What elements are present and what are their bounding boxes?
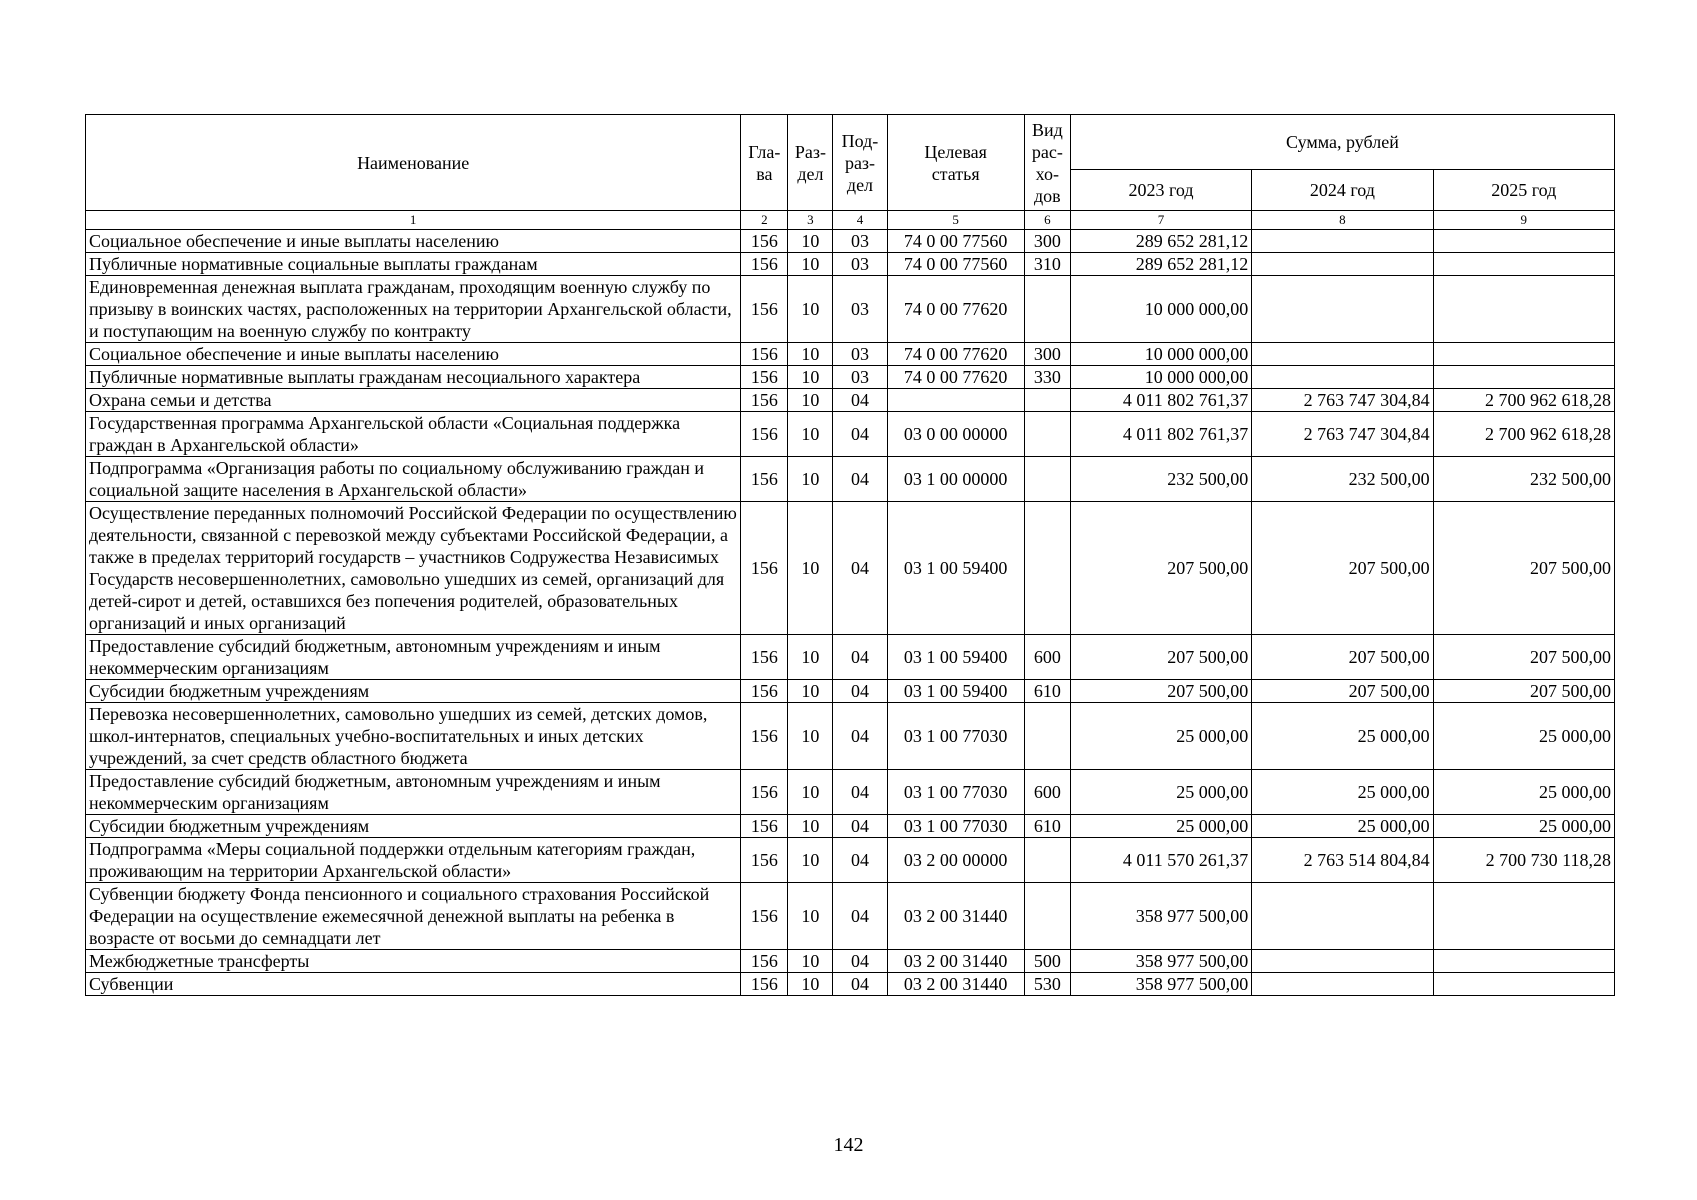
row-name-cell: Подпрограмма «Меры социальной поддержки отдельным категориям граждан, проживающим на территории Архангельской области» <box>86 838 741 883</box>
column-index: 1 <box>86 211 741 230</box>
row-vid-cell <box>1024 457 1070 502</box>
row-vid-cell <box>1024 838 1070 883</box>
row-vid-cell <box>1024 502 1070 635</box>
table-row <box>86 680 1615 703</box>
row-celevaya-cell: 03 1 00 77030 <box>887 703 1024 770</box>
row-2024-amount: 2 763 747 304,84 <box>1252 412 1433 457</box>
row-celevaya-cell: 03 0 00 00000 <box>887 412 1024 457</box>
column-index: 8 <box>1252 211 1433 230</box>
table-row <box>86 502 1615 635</box>
row-glava-cell: 156 <box>741 680 788 703</box>
row-2025-amount: 232 500,00 <box>1433 457 1614 502</box>
row-2023-amount: 289 652 281,12 <box>1070 230 1251 253</box>
row-name-cell: Подпрограмма «Организация работы по социальному обслуживанию граждан и социальной защите населения в Архангельской области» <box>86 457 741 502</box>
header-summa: Сумма, рублей <box>1070 115 1614 170</box>
row-2024-amount: 207 500,00 <box>1252 680 1433 703</box>
row-2024-amount: 207 500,00 <box>1252 635 1433 680</box>
row-2024-amount: 25 000,00 <box>1252 703 1433 770</box>
row-glava-cell: 156 <box>741 815 788 838</box>
row-name-cell: Предоставление субсидий бюджетным, автономным учреждениям и иным некоммерческим организациям <box>86 770 741 815</box>
row-glava-cell: 156 <box>741 838 788 883</box>
row-2023-amount: 10 000 000,00 <box>1070 343 1251 366</box>
row-glava-cell: 156 <box>741 703 788 770</box>
row-vid-cell: 310 <box>1024 253 1070 276</box>
row-razdel-cell: 10 <box>788 883 833 950</box>
row-2024-amount <box>1252 253 1433 276</box>
row-2024-amount: 207 500,00 <box>1252 502 1433 635</box>
row-name-cell: Перевозка несовершеннолетних, самовольно ушедших из семей, детских домов, школ-интернатов, специальных учебно-воспитательных и иных детских учреждений, за счет средств областного бюджета <box>86 703 741 770</box>
row-2025-amount: 207 500,00 <box>1433 635 1614 680</box>
row-glava-cell: 156 <box>741 502 788 635</box>
row-glava-cell: 156 <box>741 883 788 950</box>
row-2025-amount <box>1433 883 1614 950</box>
row-2023-amount: 10 000 000,00 <box>1070 366 1251 389</box>
row-glava-cell: 156 <box>741 253 788 276</box>
row-podrazdel-cell: 04 <box>833 770 887 815</box>
row-podrazdel-cell: 04 <box>833 973 887 996</box>
row-2024-amount <box>1252 276 1433 343</box>
row-2025-amount <box>1433 276 1614 343</box>
row-razdel-cell: 10 <box>788 502 833 635</box>
row-celevaya-cell: 03 2 00 00000 <box>887 838 1024 883</box>
row-razdel-cell: 10 <box>788 253 833 276</box>
row-2023-amount: 289 652 281,12 <box>1070 253 1251 276</box>
row-celevaya-cell: 03 1 00 59400 <box>887 502 1024 635</box>
row-podrazdel-cell: 03 <box>833 366 887 389</box>
row-name-cell: Охрана семьи и детства <box>86 389 741 412</box>
row-vid-cell <box>1024 412 1070 457</box>
table-row <box>86 389 1615 412</box>
row-2025-amount: 207 500,00 <box>1433 680 1614 703</box>
header-podrazdel: Под- раз- дел <box>833 115 887 211</box>
row-celevaya-cell: 03 1 00 77030 <box>887 770 1024 815</box>
row-celevaya-cell: 74 0 00 77560 <box>887 230 1024 253</box>
row-podrazdel-cell: 03 <box>833 230 887 253</box>
table-row <box>86 412 1615 457</box>
column-index: 2 <box>741 211 788 230</box>
table-row <box>86 457 1615 502</box>
row-celevaya-cell: 03 1 00 59400 <box>887 680 1024 703</box>
row-vid-cell: 610 <box>1024 680 1070 703</box>
row-vid-cell <box>1024 883 1070 950</box>
row-celevaya-cell: 74 0 00 77620 <box>887 276 1024 343</box>
row-2025-amount <box>1433 343 1614 366</box>
row-name-cell: Единовременная денежная выплата гражданам, проходящим военную службу по призыву в воинских частях, расположенных на территории Архангельской области, и поступающим на военную службу по контракту <box>86 276 741 343</box>
row-razdel-cell: 10 <box>788 230 833 253</box>
row-name-cell: Межбюджетные трансферты <box>86 950 741 973</box>
row-razdel-cell: 10 <box>788 815 833 838</box>
row-razdel-cell: 10 <box>788 366 833 389</box>
row-vid-cell: 610 <box>1024 815 1070 838</box>
row-glava-cell: 156 <box>741 343 788 366</box>
row-razdel-cell: 10 <box>788 389 833 412</box>
row-name-cell: Субсидии бюджетным учреждениям <box>86 815 741 838</box>
row-celevaya-cell: 03 2 00 31440 <box>887 973 1024 996</box>
column-index: 4 <box>833 211 887 230</box>
row-2023-amount: 4 011 802 761,37 <box>1070 412 1251 457</box>
header-year-2024: 2024 год <box>1252 170 1433 211</box>
row-2024-amount: 232 500,00 <box>1252 457 1433 502</box>
column-index: 9 <box>1433 211 1614 230</box>
row-podrazdel-cell: 04 <box>833 680 887 703</box>
row-podrazdel-cell: 04 <box>833 389 887 412</box>
row-2023-amount: 232 500,00 <box>1070 457 1251 502</box>
table-row <box>86 815 1615 838</box>
column-index: 6 <box>1024 211 1070 230</box>
header-celevaya-statya: Целевая статья <box>887 115 1024 211</box>
table-row <box>86 276 1615 343</box>
row-2024-amount: 2 763 514 804,84 <box>1252 838 1433 883</box>
row-vid-cell <box>1024 703 1070 770</box>
row-podrazdel-cell: 03 <box>833 343 887 366</box>
row-2024-amount <box>1252 366 1433 389</box>
row-name-cell: Предоставление субсидий бюджетным, автономным учреждениям и иным некоммерческим организациям <box>86 635 741 680</box>
row-podrazdel-cell: 03 <box>833 253 887 276</box>
row-vid-cell: 300 <box>1024 230 1070 253</box>
row-razdel-cell: 10 <box>788 680 833 703</box>
row-2023-amount: 4 011 802 761,37 <box>1070 389 1251 412</box>
row-2023-amount: 207 500,00 <box>1070 680 1251 703</box>
row-2025-amount: 25 000,00 <box>1433 703 1614 770</box>
row-podrazdel-cell: 04 <box>833 412 887 457</box>
row-celevaya-cell: 74 0 00 77620 <box>887 343 1024 366</box>
row-2023-amount: 358 977 500,00 <box>1070 883 1251 950</box>
row-razdel-cell: 10 <box>788 770 833 815</box>
row-2024-amount <box>1252 950 1433 973</box>
header-razdel: Раз- дел <box>788 115 833 211</box>
row-2023-amount: 207 500,00 <box>1070 635 1251 680</box>
row-name-cell: Публичные нормативные выплаты гражданам несоциального характера <box>86 366 741 389</box>
row-glava-cell: 156 <box>741 389 788 412</box>
row-glava-cell: 156 <box>741 230 788 253</box>
row-2024-amount <box>1252 343 1433 366</box>
table-row <box>86 950 1615 973</box>
row-2025-amount <box>1433 253 1614 276</box>
header-glava: Гла- ва <box>741 115 788 211</box>
row-vid-cell <box>1024 276 1070 343</box>
row-celevaya-cell: 74 0 00 77620 <box>887 366 1024 389</box>
row-glava-cell: 156 <box>741 635 788 680</box>
row-celevaya-cell: 74 0 00 77560 <box>887 253 1024 276</box>
row-vid-cell: 300 <box>1024 343 1070 366</box>
row-razdel-cell: 10 <box>788 343 833 366</box>
row-glava-cell: 156 <box>741 950 788 973</box>
row-vid-cell: 600 <box>1024 770 1070 815</box>
row-name-cell: Социальное обеспечение и иные выплаты населению <box>86 230 741 253</box>
row-celevaya-cell: 03 2 00 31440 <box>887 883 1024 950</box>
row-2025-amount: 25 000,00 <box>1433 815 1614 838</box>
table-row <box>86 253 1615 276</box>
row-vid-cell: 530 <box>1024 973 1070 996</box>
row-podrazdel-cell: 04 <box>833 457 887 502</box>
row-name-cell: Субвенции <box>86 973 741 996</box>
row-name-cell: Государственная программа Архангельской области «Социальная поддержка граждан в Архангельской области» <box>86 412 741 457</box>
row-podrazdel-cell: 04 <box>833 838 887 883</box>
table-row <box>86 343 1615 366</box>
table-body <box>86 230 1615 996</box>
row-2024-amount <box>1252 883 1433 950</box>
row-vid-cell: 330 <box>1024 366 1070 389</box>
table-row <box>86 973 1615 996</box>
row-2023-amount: 25 000,00 <box>1070 703 1251 770</box>
row-2025-amount: 25 000,00 <box>1433 770 1614 815</box>
row-2025-amount <box>1433 950 1614 973</box>
table-row <box>86 635 1615 680</box>
header-year-2025: 2025 год <box>1433 170 1614 211</box>
row-2025-amount: 2 700 962 618,28 <box>1433 412 1614 457</box>
row-podrazdel-cell: 04 <box>833 883 887 950</box>
row-glava-cell: 156 <box>741 412 788 457</box>
row-podrazdel-cell: 04 <box>833 703 887 770</box>
row-glava-cell: 156 <box>741 276 788 343</box>
row-2023-amount: 4 011 570 261,37 <box>1070 838 1251 883</box>
table-row <box>86 838 1615 883</box>
column-index: 3 <box>788 211 833 230</box>
row-glava-cell: 156 <box>741 973 788 996</box>
row-2025-amount: 2 700 962 618,28 <box>1433 389 1614 412</box>
row-2025-amount <box>1433 230 1614 253</box>
row-name-cell: Публичные нормативные социальные выплаты гражданам <box>86 253 741 276</box>
row-glava-cell: 156 <box>741 457 788 502</box>
row-celevaya-cell: 03 1 00 59400 <box>887 635 1024 680</box>
header-name: Наименование <box>86 115 741 211</box>
row-celevaya-cell <box>887 389 1024 412</box>
row-razdel-cell: 10 <box>788 950 833 973</box>
row-glava-cell: 156 <box>741 770 788 815</box>
row-glava-cell: 156 <box>741 366 788 389</box>
column-index: 7 <box>1070 211 1251 230</box>
row-2024-amount: 25 000,00 <box>1252 770 1433 815</box>
row-razdel-cell: 10 <box>788 276 833 343</box>
table-row <box>86 703 1615 770</box>
row-2024-amount <box>1252 230 1433 253</box>
row-razdel-cell: 10 <box>788 457 833 502</box>
row-2025-amount: 207 500,00 <box>1433 502 1614 635</box>
table-row <box>86 883 1615 950</box>
row-vid-cell: 500 <box>1024 950 1070 973</box>
row-2023-amount: 358 977 500,00 <box>1070 973 1251 996</box>
row-name-cell: Социальное обеспечение и иные выплаты населению <box>86 343 741 366</box>
budget-table <box>85 114 1615 996</box>
row-2025-amount <box>1433 366 1614 389</box>
row-podrazdel-cell: 04 <box>833 502 887 635</box>
header-vid-rashodov: Вид рас- хо- дов <box>1024 115 1070 211</box>
row-2023-amount: 25 000,00 <box>1070 815 1251 838</box>
row-name-cell: Субвенции бюджету Фонда пенсионного и социального страхования Российской Федерации на осуществление ежемесячной денежной выплаты на ребенка в возрасте от восьми до семнадцати лет <box>86 883 741 950</box>
row-razdel-cell: 10 <box>788 973 833 996</box>
row-podrazdel-cell: 04 <box>833 950 887 973</box>
row-podrazdel-cell: 04 <box>833 815 887 838</box>
row-razdel-cell: 10 <box>788 703 833 770</box>
row-podrazdel-cell: 03 <box>833 276 887 343</box>
row-razdel-cell: 10 <box>788 635 833 680</box>
row-vid-cell: 600 <box>1024 635 1070 680</box>
row-2023-amount: 207 500,00 <box>1070 502 1251 635</box>
row-razdel-cell: 10 <box>788 412 833 457</box>
row-celevaya-cell: 03 1 00 77030 <box>887 815 1024 838</box>
row-name-cell: Субсидии бюджетным учреждениям <box>86 680 741 703</box>
row-2024-amount <box>1252 973 1433 996</box>
column-index: 5 <box>887 211 1024 230</box>
row-celevaya-cell: 03 1 00 00000 <box>887 457 1024 502</box>
page-number: 142 <box>833 1134 864 1156</box>
row-razdel-cell: 10 <box>788 838 833 883</box>
row-2023-amount: 25 000,00 <box>1070 770 1251 815</box>
table-row <box>86 230 1615 253</box>
row-name-cell: Осуществление переданных полномочий Российской Федерации по осуществлению деятельности, связанной с перевозкой между субъектами Российской Федерации, а также в пределах территорий государств – участников Содружества Независимых Государств несовершеннолетних, самовольно ушедших из семей, организаций для детей-сирот и детей, оставшихся без попечения родителей, образовательных организаций и иных организаций <box>86 502 741 635</box>
table-row <box>86 366 1615 389</box>
column-index-row <box>86 211 1615 230</box>
row-vid-cell <box>1024 389 1070 412</box>
header-year-2023: 2023 год <box>1070 170 1251 211</box>
row-podrazdel-cell: 04 <box>833 635 887 680</box>
row-celevaya-cell: 03 2 00 31440 <box>887 950 1024 973</box>
table-row <box>86 770 1615 815</box>
row-2025-amount <box>1433 973 1614 996</box>
row-2023-amount: 10 000 000,00 <box>1070 276 1251 343</box>
row-2025-amount: 2 700 730 118,28 <box>1433 838 1614 883</box>
row-2024-amount: 25 000,00 <box>1252 815 1433 838</box>
row-2023-amount: 358 977 500,00 <box>1070 950 1251 973</box>
row-2024-amount: 2 763 747 304,84 <box>1252 389 1433 412</box>
